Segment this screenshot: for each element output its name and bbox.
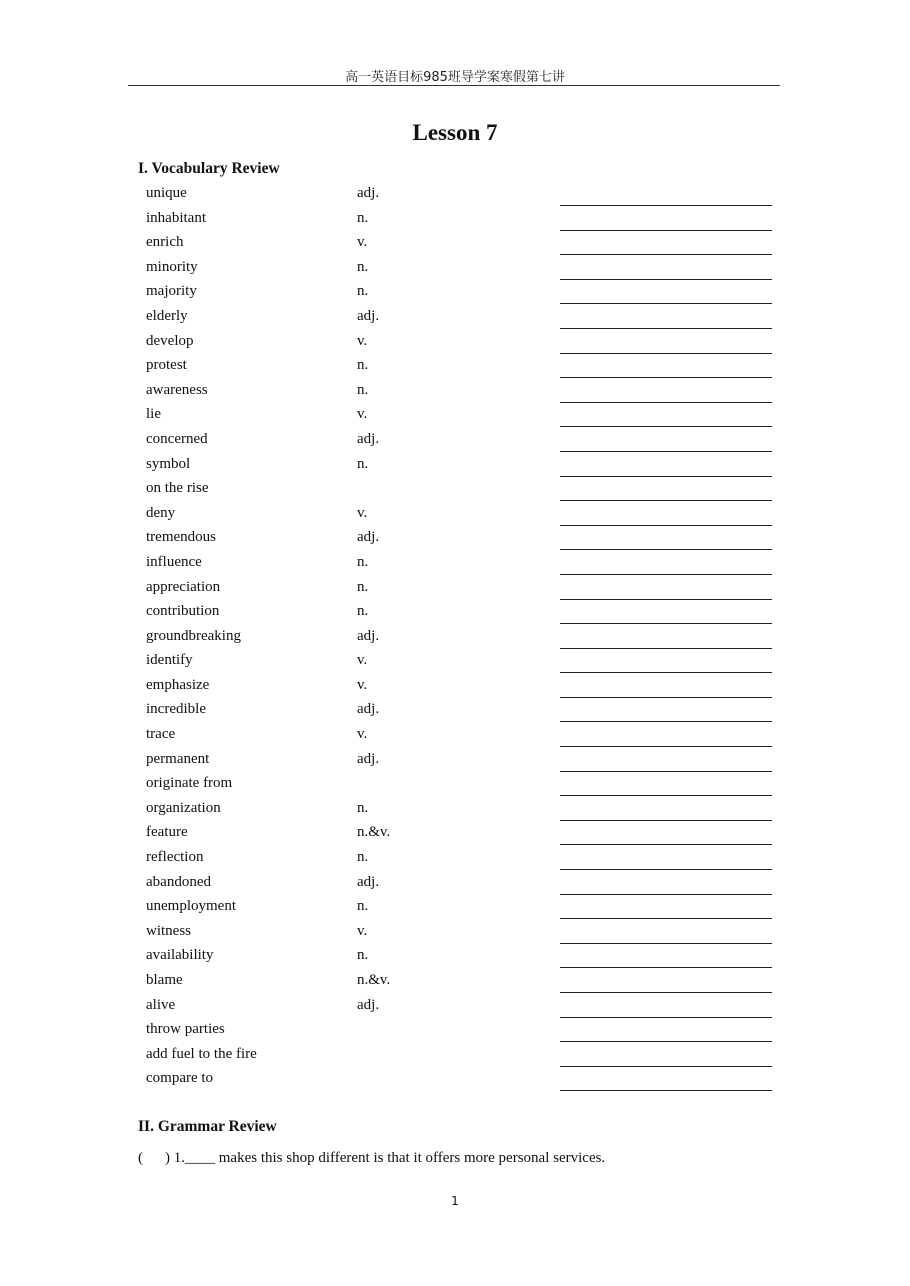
vocab-part-of-speech: n. (357, 849, 369, 866)
question-text: 1.____ makes this shop different is that it offers more personal services. (173, 1150, 606, 1166)
vocab-word: permanent (146, 750, 210, 767)
vocab-answer-blank[interactable] (560, 1090, 772, 1091)
vocab-row (0, 698, 910, 723)
vocab-word: appreciation (146, 578, 221, 595)
vocab-part-of-speech: v. (357, 234, 368, 251)
vocab-word: lie (146, 406, 161, 423)
vocab-row (0, 526, 910, 551)
vocab-row (0, 821, 910, 846)
vocab-word: unique (146, 185, 187, 201)
vocab-row (0, 231, 910, 256)
vocab-part-of-speech: n. (357, 357, 369, 374)
vocab-word: minority (146, 258, 198, 275)
vocab-word: reflection (146, 849, 204, 866)
vocab-row (0, 600, 910, 625)
vocab-row (0, 256, 910, 281)
vocab-part-of-speech: n. (357, 898, 369, 915)
grammar-heading: II. Grammar Review (138, 1118, 277, 1135)
vocab-row (0, 428, 910, 453)
vocab-row (0, 674, 910, 699)
vocab-row (0, 305, 910, 330)
vocab-word: blame (146, 972, 183, 988)
vocab-part-of-speech: n. (357, 799, 369, 816)
vocab-part-of-speech: adj. (357, 430, 380, 447)
vocab-word: contribution (146, 603, 220, 620)
vocab-word: witness (146, 922, 191, 939)
vocab-part-of-speech: v. (357, 726, 368, 743)
vocab-row (0, 1043, 910, 1068)
vocab-part-of-speech: n. (357, 455, 369, 472)
vocab-row (0, 182, 910, 207)
vocab-part-of-speech: v. (357, 504, 368, 521)
vocab-word: deny (146, 504, 176, 521)
vocab-part-of-speech: n. (357, 603, 369, 620)
vocab-word: throw parties (146, 1021, 225, 1038)
vocab-row (0, 772, 910, 797)
vocab-word: identify (146, 652, 193, 669)
vocab-row (0, 723, 910, 748)
vocab-word: symbol (146, 455, 191, 472)
vocab-word: majority (146, 283, 197, 300)
vocab-word: awareness (146, 381, 208, 398)
vocab-row (0, 354, 910, 379)
vocab-part-of-speech: n. (357, 578, 369, 595)
vocab-row (0, 748, 910, 773)
vocab-row (0, 649, 910, 674)
vocab-row (0, 920, 910, 945)
vocab-part-of-speech: adj. (357, 185, 380, 201)
vocab-word: inhabitant (146, 209, 206, 226)
vocab-word: feature (146, 824, 188, 841)
vocab-part-of-speech: v. (357, 406, 368, 423)
lesson-title: Lesson 7 (412, 120, 498, 145)
vocab-word: groundbreaking (146, 627, 241, 644)
vocab-word: influence (146, 553, 202, 570)
vocab-row (0, 453, 910, 478)
vocabulary-heading: I. Vocabulary Review (138, 160, 280, 177)
grammar-question-1 (138, 1150, 605, 1167)
vocab-word: availability (146, 947, 214, 964)
header-divider (128, 85, 780, 86)
vocab-row (0, 994, 910, 1019)
vocab-word: enrich (146, 234, 184, 251)
vocab-row (0, 625, 910, 650)
vocab-row (0, 207, 910, 232)
vocab-part-of-speech: v. (357, 676, 368, 693)
vocab-word: organization (146, 799, 221, 816)
vocab-word: originate from (146, 775, 233, 792)
vocab-word: develop (146, 332, 194, 349)
vocab-part-of-speech: adj. (357, 529, 380, 546)
vocab-word: trace (146, 726, 176, 743)
vocab-word: unemployment (146, 898, 236, 915)
vocab-part-of-speech: v. (357, 922, 368, 939)
vocab-word: compare to (146, 1070, 214, 1087)
vocab-part-of-speech: adj. (357, 627, 380, 644)
vocab-part-of-speech: adj. (357, 750, 380, 767)
vocab-part-of-speech: n. (357, 209, 369, 226)
vocab-part-of-speech: adj. (357, 996, 380, 1013)
vocab-row (0, 379, 910, 404)
vocab-row (0, 551, 910, 576)
vocab-part-of-speech: n. (357, 553, 369, 570)
vocab-row (0, 895, 910, 920)
vocab-part-of-speech: v. (357, 332, 368, 349)
page-header: 高一英语目标985班导学案寒假第七讲 (345, 70, 565, 85)
vocab-row (0, 502, 910, 527)
vocab-word: protest (146, 357, 187, 374)
vocab-row (0, 797, 910, 822)
vocab-part-of-speech: n. (357, 381, 369, 398)
vocab-part-of-speech: n. (357, 258, 369, 275)
vocab-part-of-speech: adj. (357, 873, 380, 890)
vocab-part-of-speech: adj. (357, 307, 380, 324)
vocab-row (0, 871, 910, 896)
vocab-row (0, 330, 910, 355)
vocab-word: concerned (146, 430, 208, 447)
vocab-row (0, 280, 910, 305)
page-number: 1 (451, 1194, 459, 1208)
vocab-part-of-speech: adj. (357, 701, 380, 718)
vocabulary-list (0, 182, 910, 1092)
vocab-part-of-speech: n.&v. (357, 824, 391, 841)
vocab-row (0, 477, 910, 502)
vocab-part-of-speech: n. (357, 947, 369, 964)
vocab-word: alive (146, 996, 176, 1013)
vocab-row (0, 969, 910, 994)
answer-paren-open: ( (138, 1150, 143, 1166)
vocab-row (0, 1018, 910, 1043)
vocab-word: abandoned (146, 873, 211, 890)
answer-paren-close: ) (165, 1150, 170, 1166)
vocab-word: incredible (146, 701, 206, 718)
vocab-word: elderly (146, 307, 188, 324)
vocab-row (0, 403, 910, 428)
vocab-part-of-speech: v. (357, 652, 368, 669)
vocab-part-of-speech: n.&v. (357, 972, 391, 988)
vocab-word: tremendous (146, 529, 216, 546)
vocab-row (0, 944, 910, 969)
vocab-row (0, 846, 910, 871)
vocab-part-of-speech: n. (357, 283, 369, 300)
vocab-row (0, 576, 910, 601)
vocab-word: add fuel to the fire (146, 1045, 257, 1062)
vocab-row (0, 1067, 910, 1092)
vocab-word: on the rise (146, 480, 209, 497)
vocab-word: emphasize (146, 676, 210, 693)
